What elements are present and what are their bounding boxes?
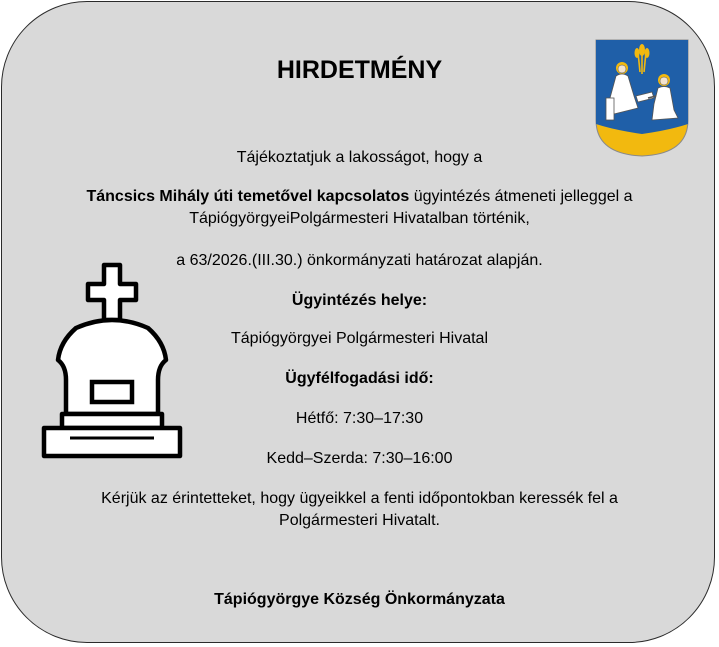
subject-bold-text: Táncsics Mihály úti temetővel kapcsolatos [86, 188, 410, 205]
request-line-2: Polgármesteri Hivatalt. [279, 512, 440, 529]
hours-monday: Hétfő: 7:30–17:30 [295, 410, 424, 427]
subject-line-1 [0, 187, 719, 207]
notice-title: HIRDETMÉNY [276, 56, 443, 84]
hours-tuesday-wednesday: Kedd–Szerda: 7:30–16:00 [266, 450, 453, 467]
signature: Tápiógyörgye Község Önkormányzata [214, 591, 505, 608]
decision-text: a 63/2026.(III.30.) önkormányzati határozat alapján. [176, 252, 543, 269]
request-line-1: Kérjük az érintetteket, hogy ügyeikkel a fenti időpontokban keressék fel a [101, 490, 618, 507]
subject-rest-text: ügyintézés átmeneti jelleggel a [409, 188, 633, 205]
hours-heading: Ügyfélfogadási idő: [285, 370, 434, 387]
intro-text: Tájékoztatjuk a lakosságot, hogy a [236, 149, 483, 166]
place-heading: Ügyintézés helye: [291, 292, 428, 309]
place-value: Tápiógyörgyei Polgármesteri Hivatal [231, 330, 488, 347]
tombstone-cross-icon [40, 262, 184, 462]
coat-of-arms-icon [594, 38, 690, 158]
subject-line-2: TápiógyörgyeiPolgármesteri Hivatalban történik, [189, 210, 530, 227]
